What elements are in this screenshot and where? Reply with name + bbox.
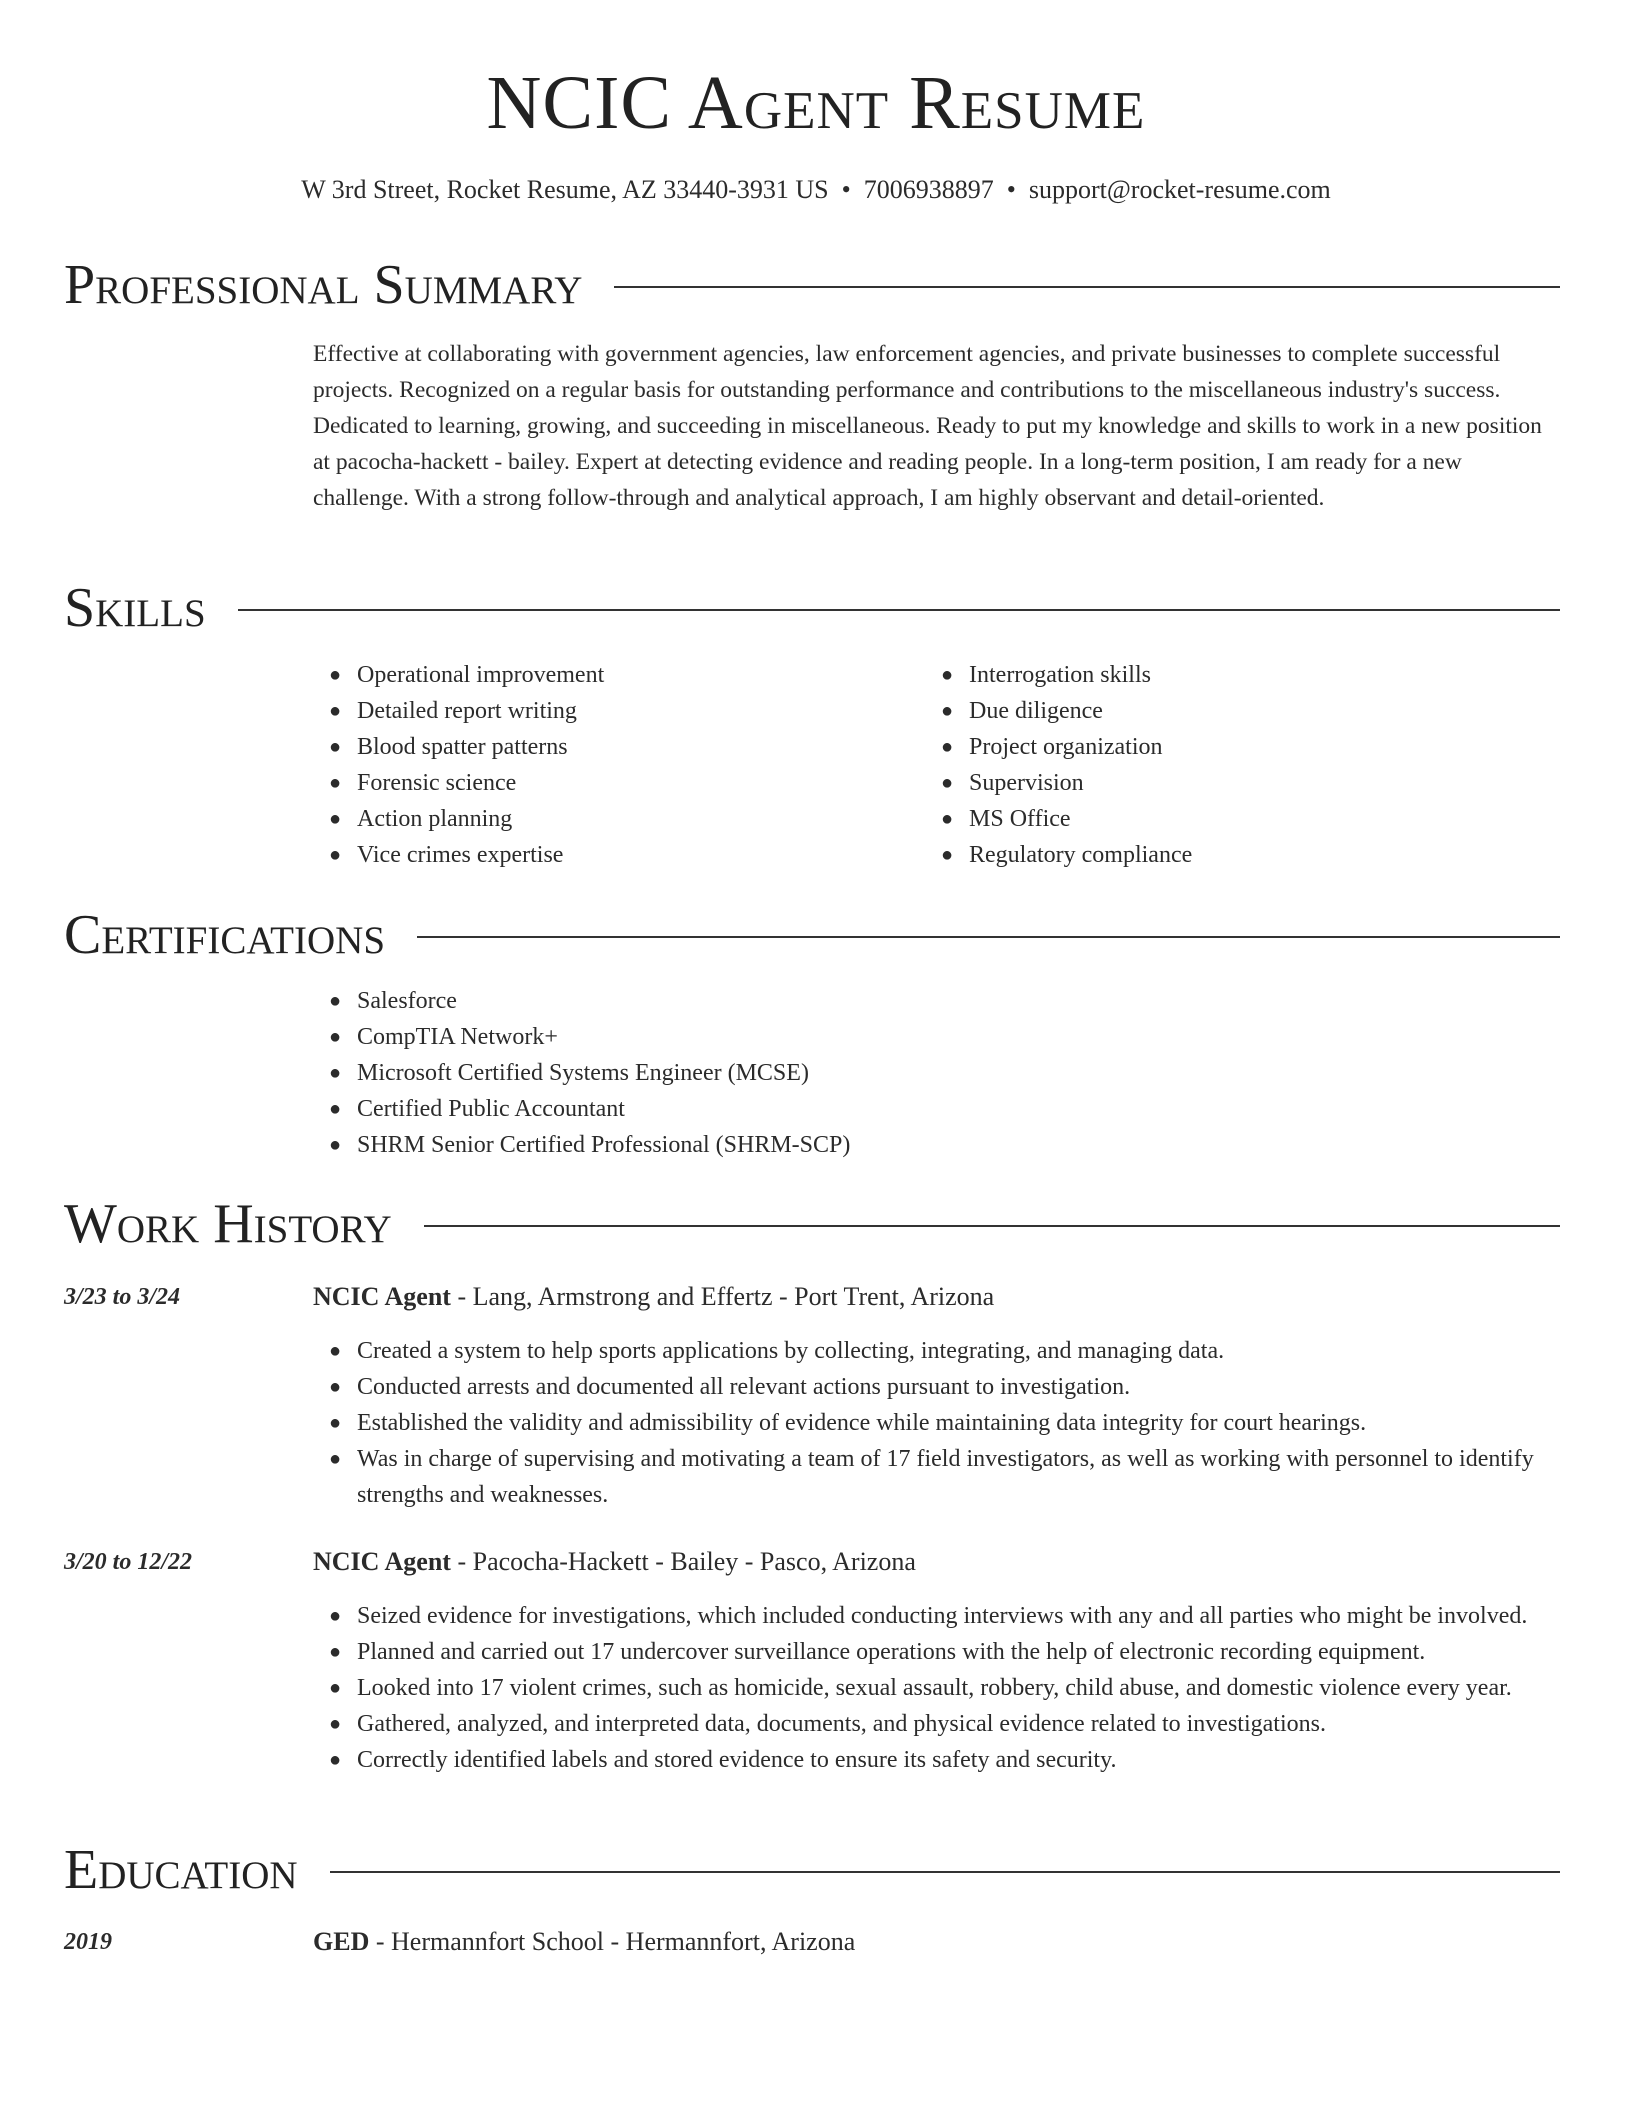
resume-title: NCIC Agent Resume: [486, 61, 1146, 145]
job-bullet-text: Conducted arrests and documented all relevant actions pursuant to investigation.: [357, 1374, 1131, 1400]
certification-label: SHRM Senior Certified Professional (SHRM-SCP): [357, 1132, 851, 1158]
bullet-icon: ●: [941, 700, 954, 722]
job-bullets: [313, 1333, 1563, 1513]
bullet-icon: ●: [329, 1134, 342, 1156]
skill-label: MS Office: [969, 806, 1071, 832]
contact-line: [0, 172, 1632, 208]
job-bullet-text: Was in charge of supervising and motivating a team of 17 field investigators, as well as working with personnel to identify strengths and weaknesses.: [357, 1446, 1534, 1508]
bullet-icon: ●: [329, 1641, 342, 1663]
separator-dot: •: [1006, 175, 1016, 204]
section-skills-header: [64, 573, 1560, 643]
list-item: [313, 1405, 1563, 1441]
job-details: - Pacocha-Hackett - Bailey - Pasco, Arizona: [450, 1547, 916, 1576]
bullet-icon: ●: [329, 700, 342, 722]
section-divider: [330, 1871, 1560, 1873]
bullet-icon: ●: [941, 808, 954, 830]
section-education-header: [64, 1835, 1560, 1905]
bullet-icon: ●: [329, 844, 342, 866]
skill-label: Due diligence: [969, 698, 1103, 724]
bullet-icon: ●: [329, 1376, 342, 1398]
job-bullet-text: Seized evidence for investigations, which included conducting interviews with any and all parties who might be involved.: [357, 1603, 1528, 1629]
job-bullet-text: Established the validity and admissibility of evidence while maintaining data integrity for court hearings.: [357, 1410, 1367, 1436]
list-item: [313, 657, 873, 693]
list-item: [925, 765, 1525, 801]
list-item: [313, 1670, 1563, 1706]
certification-label: Microsoft Certified Systems Engineer (MCSE): [357, 1060, 809, 1086]
section-divider: [614, 286, 1560, 288]
bullet-icon: ●: [329, 1749, 342, 1771]
education-year: 2019: [64, 1929, 112, 1955]
bullet-icon: ●: [941, 844, 954, 866]
list-item: [313, 1706, 1563, 1742]
job-bullet-text: Gathered, analyzed, and interpreted data, documents, and physical evidence related to investigations.: [357, 1711, 1326, 1737]
list-item: [313, 801, 873, 837]
bullet-icon: ●: [329, 808, 342, 830]
list-item: [313, 1127, 1513, 1163]
list-item: [925, 837, 1525, 873]
certification-label: Certified Public Accountant: [357, 1096, 625, 1122]
bullet-icon: ●: [329, 1412, 342, 1434]
list-item: [925, 693, 1525, 729]
list-item: [313, 983, 1513, 1019]
section-title-summary: Professional Summary: [64, 254, 583, 316]
list-item: [313, 1598, 1563, 1634]
list-item: [925, 801, 1525, 837]
summary-text: Effective at collaborating with government agencies, law enforcement agencies, and private businesses to complete successful projects. Recognized on a regular basis for outstanding performance and contributions to the miscellaneous industry's success. Dedicated to learning, growing, and succeeding in miscellaneous. Ready to put my knowledge and skills to work in a new position at pacocha-hackett - bailey. Expert at detecting evidence and reading people. In a long-term position, I am ready for a new challenge. With a strong follow-through and analytical approach, I am highly observant and detail-oriented.: [313, 341, 1542, 511]
list-item: [313, 1055, 1513, 1091]
skill-label: Supervision: [969, 770, 1084, 796]
list-item: [313, 1634, 1563, 1670]
separator-dot: •: [841, 175, 851, 204]
list-item: [925, 729, 1525, 765]
job-dates: 3/20 to 12/22: [64, 1549, 193, 1575]
list-item: [313, 1091, 1513, 1127]
bullet-icon: ●: [329, 990, 342, 1012]
job-bullet-text: Correctly identified labels and stored evidence to ensure its safety and security.: [357, 1747, 1117, 1773]
section-divider: [424, 1225, 1560, 1227]
section-title-certifications: Certifications: [64, 904, 386, 966]
job-title: NCIC Agent: [313, 1547, 451, 1576]
bullet-icon: ●: [329, 1098, 342, 1120]
skill-label: Vice crimes expertise: [357, 842, 564, 868]
list-item: [313, 693, 873, 729]
list-item: [925, 657, 1525, 693]
email: support@rocket-resume.com: [1028, 175, 1331, 204]
bullet-icon: ●: [329, 1448, 342, 1470]
bullet-icon: ●: [329, 1340, 342, 1362]
list-item: [313, 837, 873, 873]
certification-label: CompTIA Network+: [357, 1024, 558, 1050]
bullet-icon: ●: [329, 1062, 342, 1084]
list-item: [313, 765, 873, 801]
education-details: - Hermannfort School - Hermannfort, Arizona: [369, 1927, 856, 1956]
skill-label: Action planning: [357, 806, 513, 832]
list-item: [313, 1019, 1513, 1055]
list-item: [313, 1369, 1563, 1405]
skill-label: Regulatory compliance: [969, 842, 1193, 868]
education-degree: GED: [313, 1927, 370, 1956]
bullet-icon: ●: [329, 772, 342, 794]
skill-label: Blood spatter patterns: [357, 734, 568, 760]
job-bullets: [313, 1598, 1563, 1778]
list-item: [313, 729, 873, 765]
job-bullet-text: Planned and carried out 17 undercover surveillance operations with the help of electronic recording equipment.: [357, 1639, 1426, 1665]
list-item: [313, 1333, 1563, 1369]
address: W 3rd Street, Rocket Resume, AZ 33440-3931 US: [301, 175, 829, 204]
section-work-header: [64, 1189, 1560, 1259]
certifications-list: [313, 983, 1513, 1163]
job-bullet-text: Created a system to help sports applications by collecting, integrating, and managing data.: [357, 1338, 1225, 1364]
bullet-icon: ●: [329, 736, 342, 758]
job-title: NCIC Agent: [313, 1282, 451, 1311]
job-heading: [313, 1279, 994, 1315]
skills-list-right: [925, 657, 1525, 873]
section-title-work: Work History: [64, 1193, 392, 1255]
skill-label: Interrogation skills: [969, 662, 1151, 688]
list-item: [313, 1441, 1563, 1513]
skill-label: Detailed report writing: [357, 698, 577, 724]
job-details: - Lang, Armstrong and Effertz - Port Trent, Arizona: [450, 1282, 995, 1311]
section-summary-header: [64, 250, 1560, 320]
job-heading: [313, 1544, 916, 1580]
skill-label: Operational improvement: [357, 662, 605, 688]
skill-label: Forensic science: [357, 770, 517, 796]
certification-label: Salesforce: [357, 988, 457, 1014]
bullet-icon: ●: [329, 1026, 342, 1048]
job-dates: 3/23 to 3/24: [64, 1284, 181, 1310]
skills-list-left: [313, 657, 873, 873]
section-divider: [238, 609, 1560, 611]
bullet-icon: ●: [329, 664, 342, 686]
bullet-icon: ●: [329, 1605, 342, 1627]
section-title-education: Education: [64, 1839, 298, 1901]
bullet-icon: ●: [329, 1713, 342, 1735]
bullet-icon: ●: [941, 736, 954, 758]
section-title-skills: Skills: [64, 577, 206, 639]
job-bullet-text: Looked into 17 violent crimes, such as homicide, sexual assault, robbery, child abuse, and domestic violence every year.: [357, 1675, 1512, 1701]
bullet-icon: ●: [941, 664, 954, 686]
bullet-icon: ●: [329, 1677, 342, 1699]
section-divider: [417, 936, 1560, 938]
phone: 7006938897: [863, 175, 994, 204]
bullet-icon: ●: [941, 772, 954, 794]
list-item: [313, 1742, 1563, 1778]
education-heading: [313, 1924, 855, 1960]
skill-label: Project organization: [969, 734, 1163, 760]
section-certifications-header: [64, 900, 1560, 970]
